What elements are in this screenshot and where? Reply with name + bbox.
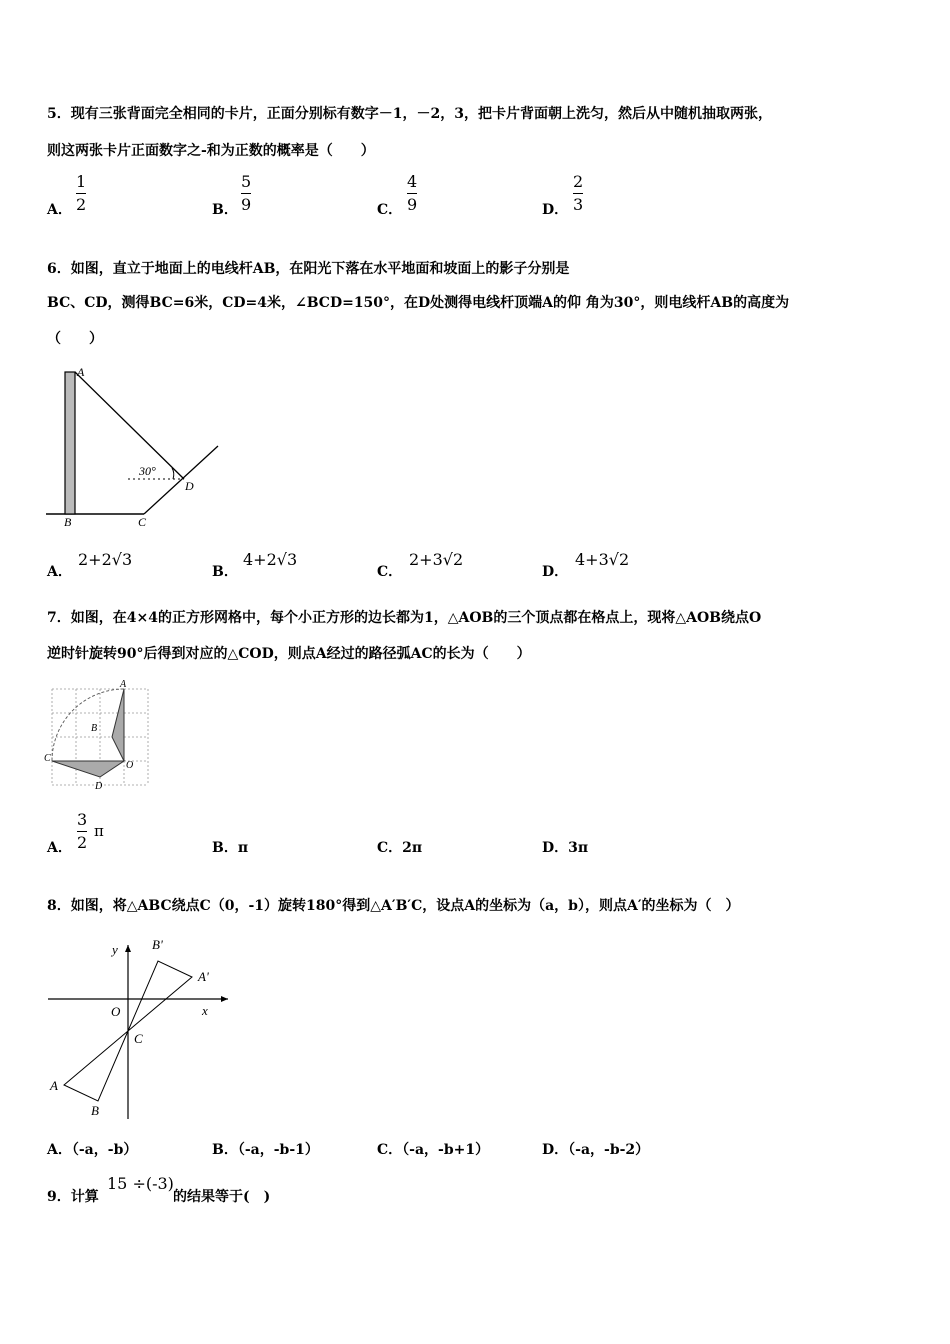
option-value: （-a，-b）	[71, 1142, 138, 1158]
q6-option-b[interactable]	[212, 561, 238, 581]
q6-option-c[interactable]	[377, 561, 402, 581]
q6-stem-line1: 6．如图，直立于地面上的电线杆AB，在阳光下落在水平地面和坡面上的影子分别是	[47, 261, 570, 277]
denominator: 9	[407, 195, 418, 214]
q7-option-a-pi: π	[94, 822, 104, 840]
option-label: A．	[47, 202, 72, 218]
option-label: C．	[377, 840, 403, 856]
label-b: B	[91, 1103, 99, 1118]
label-a-prime: A'	[198, 969, 209, 984]
option-value: （-a，-b+1）	[402, 1142, 490, 1158]
q8-option-d[interactable]	[542, 1139, 649, 1159]
label-o: O	[111, 1004, 121, 1019]
q8-option-a[interactable]	[47, 1139, 137, 1159]
option-label: B．	[212, 1142, 238, 1158]
option-value: （-a，-b-1）	[237, 1142, 319, 1158]
q7-option-b[interactable]	[212, 837, 248, 857]
q6-figure	[44, 360, 224, 532]
q7-stem-line1: 7．如图，在4×4的正方形网格中，每个小正方形的边长都为1，△AOB的三个顶点都在格点上，现将△AOB绕点O	[47, 610, 762, 626]
q6-option-c-expr: 2+3√2	[409, 550, 464, 569]
q8-figure	[44, 933, 234, 1125]
denominator: 3	[573, 195, 584, 214]
option-label: D．	[542, 564, 569, 580]
option-label: C．	[377, 202, 403, 218]
label-a: A	[120, 679, 127, 690]
denominator: 2	[76, 195, 87, 214]
option-value: π	[237, 840, 249, 856]
label-d: D	[95, 781, 103, 792]
option-label: B．	[212, 840, 238, 856]
option-value: （-a，-b-2）	[568, 1142, 650, 1158]
q5-option-b[interactable]	[212, 199, 238, 219]
denominator: 9	[241, 195, 252, 214]
q5-option-d[interactable]	[542, 199, 568, 219]
numerator: 2	[573, 172, 584, 191]
label-o: O	[126, 760, 134, 771]
q5-option-c[interactable]	[377, 199, 402, 219]
q5-stem-line1: 5．现有三张背面完全相同的卡片，正面分别标有数字－1，－2，3，把卡片背面朝上洗匀，然后从中随机抽取两张，	[47, 106, 772, 122]
numerator: 5	[241, 172, 252, 191]
option-label: C．	[377, 1142, 403, 1158]
label-angle: 30°	[139, 464, 156, 478]
q5-option-c-fraction	[407, 173, 417, 214]
q6-option-a-expr: 2+2√3	[78, 550, 133, 569]
option-label: A．	[47, 840, 72, 856]
q9-stem-suffix: 的结果等于( )	[173, 1189, 271, 1205]
label-d: D	[185, 479, 194, 493]
numerator: 1	[76, 172, 87, 191]
denominator: 2	[77, 833, 88, 852]
label-b: B	[91, 723, 98, 734]
q5-option-a-fraction	[76, 173, 86, 214]
q7-option-c[interactable]	[377, 837, 422, 857]
option-label: B．	[212, 202, 238, 218]
option-label: D．	[542, 202, 569, 218]
q8-option-c[interactable]	[377, 1139, 489, 1159]
q6-option-b-expr: 4+2√3	[243, 550, 298, 569]
label-a: A	[50, 1078, 58, 1093]
label-y: y	[112, 942, 118, 957]
q6-stem-line2: BC、CD，测得BC=6米，CD=4米，∠BCD=150°，在D处测得电线杆顶端A的仰 角为30°，则电线杆AB的高度为	[47, 295, 790, 311]
option-value: 2π	[402, 840, 423, 856]
option-label: B．	[212, 564, 238, 580]
label-c: C	[44, 753, 51, 764]
q7-option-d[interactable]	[542, 837, 588, 857]
q8-option-b[interactable]	[212, 1139, 319, 1159]
label-c: C	[134, 1031, 143, 1046]
label-b-prime: B'	[152, 937, 163, 952]
q7-figure	[44, 679, 152, 793]
q6-option-d-expr: 4+3√2	[575, 550, 630, 569]
q5-stem-line2: 则这两张卡片正面数字之-和为正数的概率是（ ）	[47, 143, 375, 159]
label-a: A	[77, 365, 85, 379]
q5-option-b-fraction	[241, 173, 251, 214]
q7-stem-line2: 逆时针旋转90°后得到对应的△COD，则点A经过的路径弧AC的长为（ ）	[47, 646, 531, 662]
numerator: 3	[77, 810, 88, 829]
q7-option-a[interactable]	[47, 837, 72, 857]
label-b: B	[64, 515, 72, 529]
numerator: 4	[407, 172, 418, 191]
q8-stem-line1: 8．如图，将△ABC绕点C（0，-1）旋转180°得到△A′B′C，设点A的坐标为（a，b），则点A′的坐标为（ ）	[47, 898, 740, 914]
q5-option-d-fraction	[573, 173, 583, 214]
q6-stem-line3: （ ）	[47, 331, 103, 347]
q9-stem-prefix: 9．计算	[47, 1189, 99, 1205]
q5-option-a[interactable]	[47, 199, 72, 219]
q9-expression: 15 ÷(-3)	[107, 1174, 174, 1193]
label-x: x	[202, 1003, 208, 1018]
q7-option-a-fraction	[77, 811, 87, 852]
option-label: A．	[47, 1142, 72, 1158]
q6-option-d[interactable]	[542, 561, 568, 581]
option-value: 3π	[568, 840, 589, 856]
option-label: D．	[542, 840, 569, 856]
option-label: C．	[377, 564, 403, 580]
option-label: D．	[542, 1142, 569, 1158]
q6-option-a[interactable]	[47, 561, 72, 581]
label-c: C	[138, 515, 147, 529]
option-label: A．	[47, 564, 72, 580]
